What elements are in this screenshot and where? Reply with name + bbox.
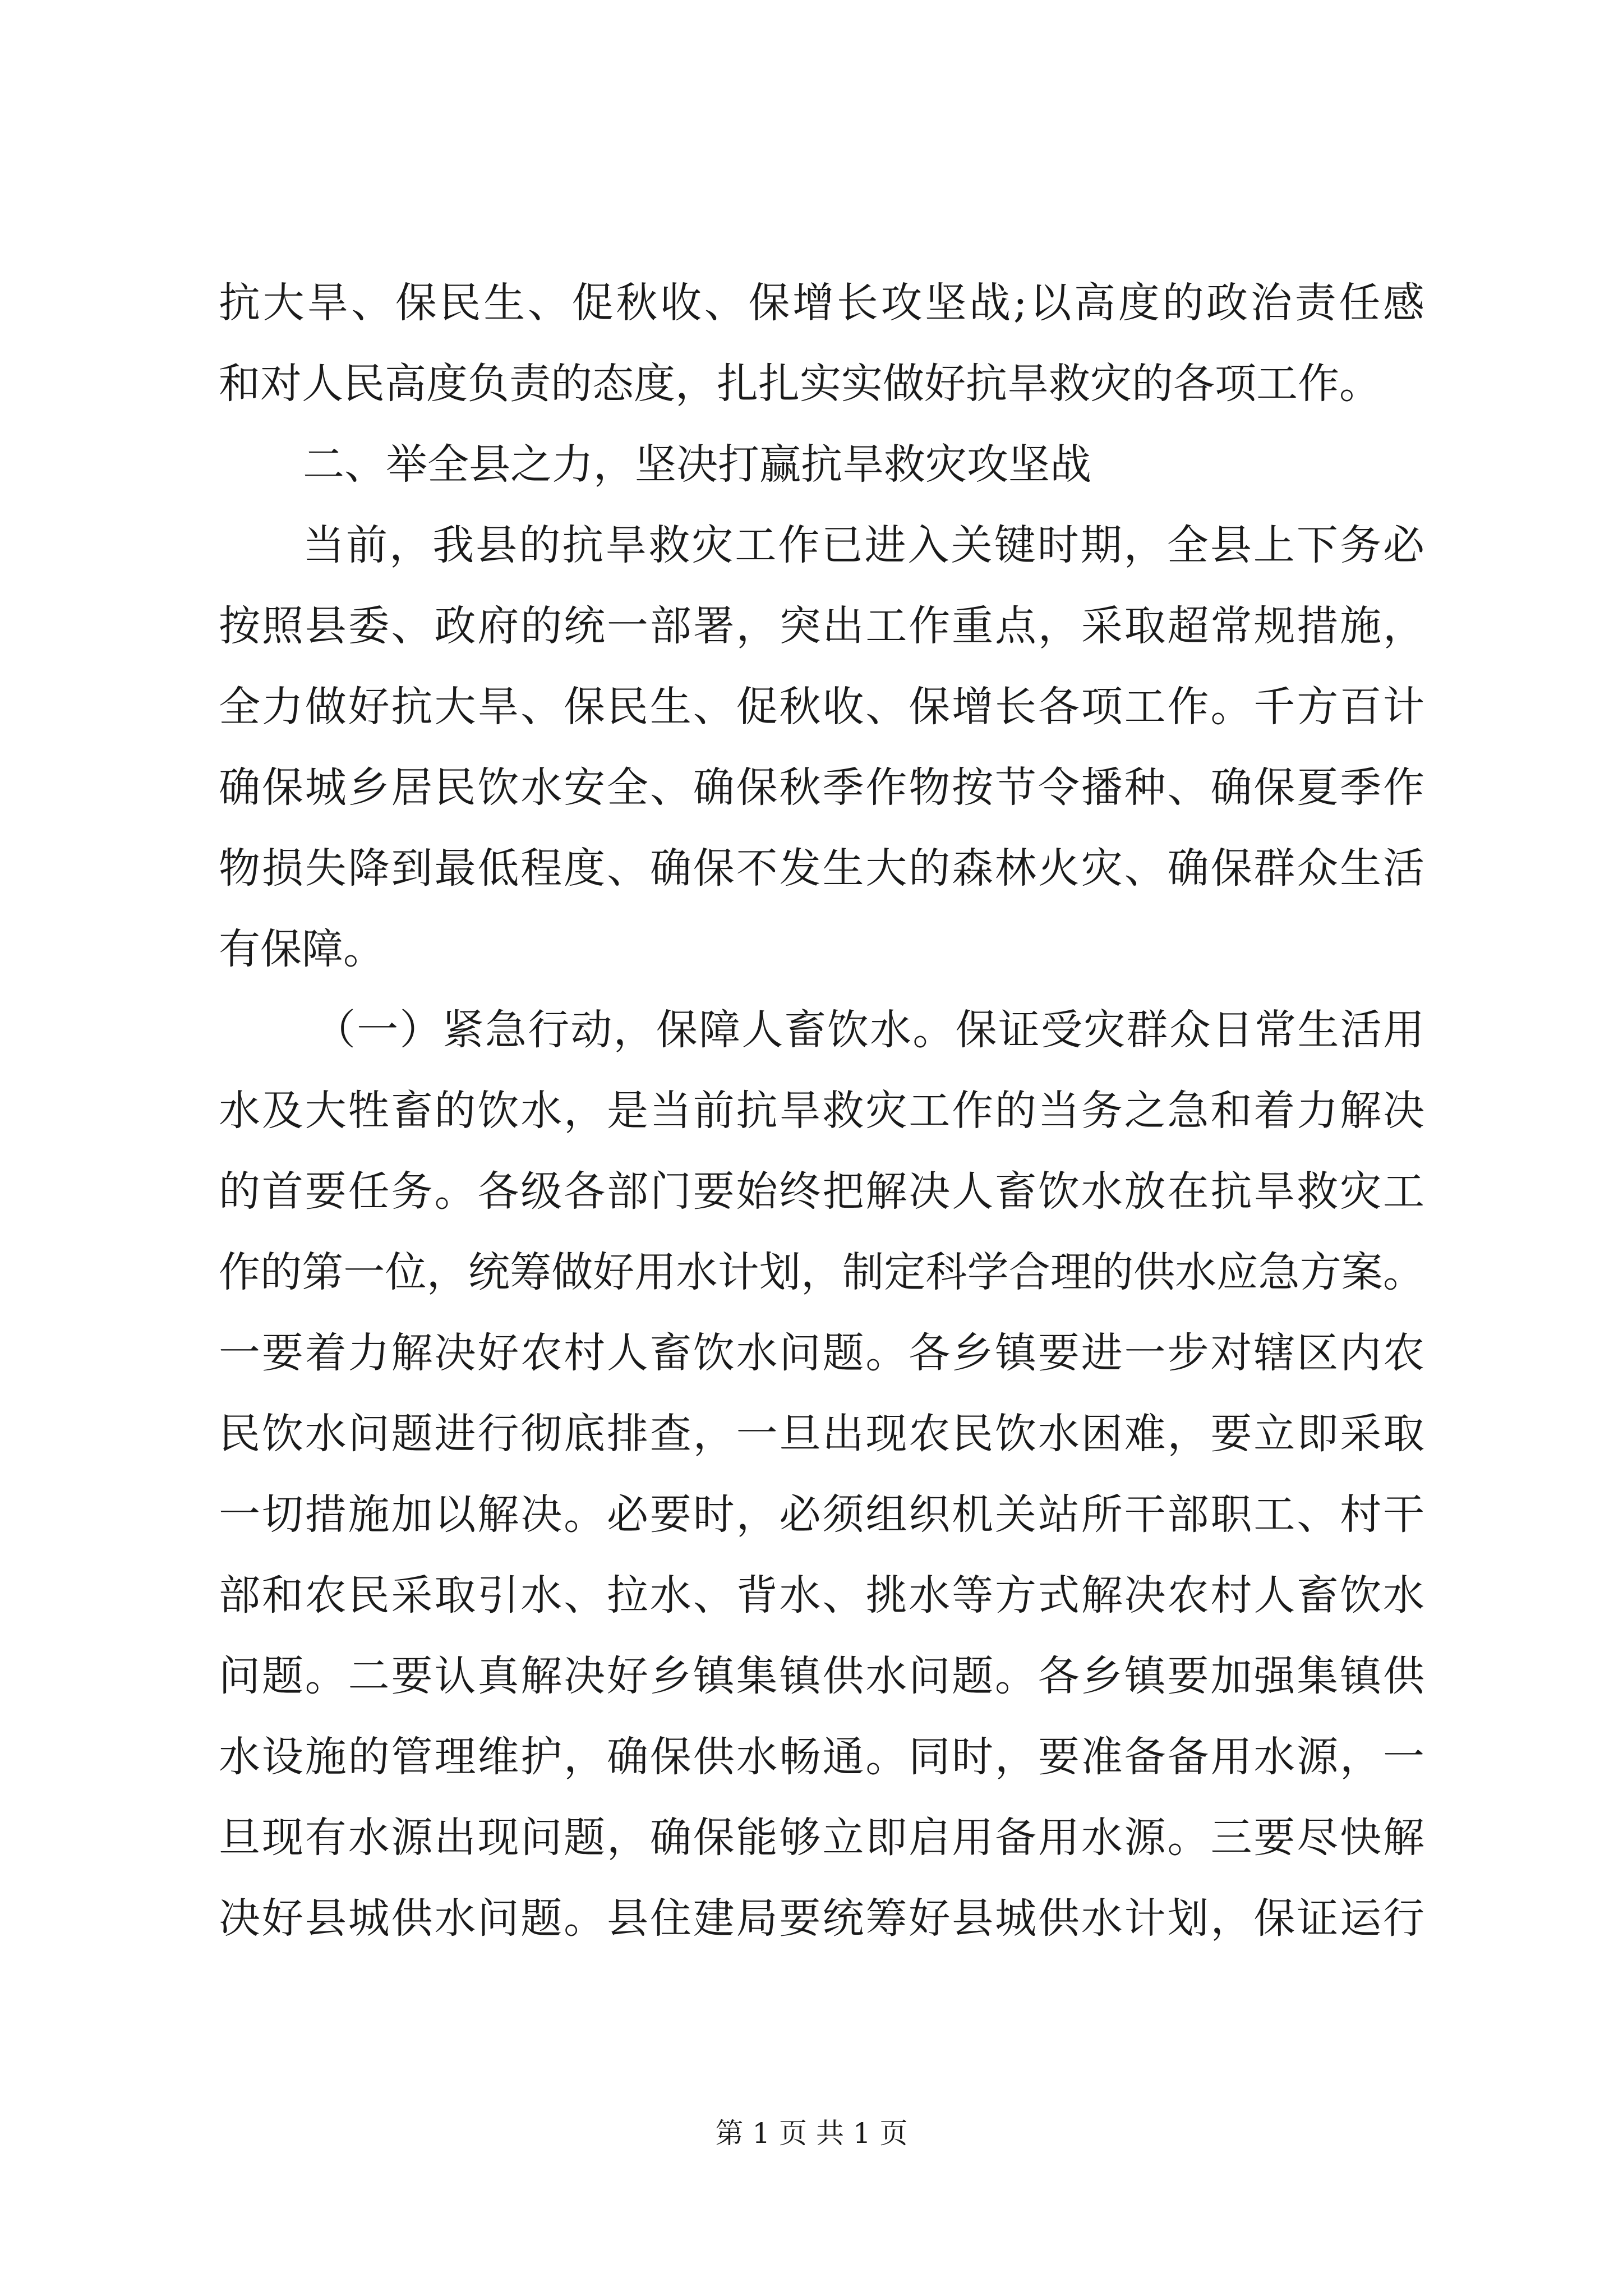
text-line: 水设施的管理维护，确保供水畅通。同时，要准备备用水源，一 <box>219 1733 1424 1781</box>
text-line: 物损失降到最低程度、确保不发生大的森林火灾、确保群众生活 <box>219 844 1424 892</box>
text-line: 水及大牲畜的饮水，是当前抗旱救灾工作的当务之急和着力解决 <box>219 1087 1424 1135</box>
text-line: 一切措施加以解决。必要时，必须组织机关站所干部职工、村干 <box>219 1490 1424 1539</box>
text-line: 的首要任务。各级各部门要始终把解决人畜饮水放在抗旱救灾工 <box>219 1167 1424 1216</box>
text-line: 作的第一位，统筹做好用水计划，制定科学合理的供水应急方案。 <box>219 1248 1424 1296</box>
text-line: 一要着力解决好农村人畜饮水问题。各乡镇要进一步对辖区内农 <box>219 1329 1424 1377</box>
page-footer <box>0 2114 1623 2153</box>
text-line: 按照县委、政府的统一部署，突出工作重点，采取超常规措施， <box>219 602 1424 650</box>
text-line: 确保城乡居民饮水安全、确保秋季作物按节令播种、确保夏季作 <box>219 763 1424 812</box>
text-line: 决好县城供水问题。县住建局要统筹好县城供水计划，保证运行 <box>219 1894 1424 1943</box>
text-line: 旦现有水源出现问题，确保能够立即启用备用水源。三要尽快解 <box>219 1814 1424 1862</box>
document-body <box>219 263 1424 1959</box>
text-line: 民饮水问题进行彻底排查，一旦出现农民饮水困难，要立即采取 <box>219 1410 1424 1458</box>
text-line: 全力做好抗大旱、保民生、促秋收、保增长各项工作。千方百计 <box>219 683 1424 731</box>
text-line: 问题。二要认真解决好乡镇集镇供水问题。各乡镇要加强集镇供 <box>219 1652 1424 1700</box>
text-line: 抗大旱、保民生、促秋收、保增长攻坚战;以高度的政治责任感 <box>219 279 1424 327</box>
page-number: 第 1 页 共 1 页 <box>715 2117 908 2150</box>
text-line: 当前，我县的抗旱救灾工作已进入关键时期，全县上下务必 <box>303 521 1424 569</box>
text-line: 有保障。 <box>219 925 385 973</box>
text-line: 部和农民采取引水、拉水、背水、挑水等方式解决农村人畜饮水 <box>219 1571 1424 1619</box>
subsection-line: （一）紧急行动，保障人畜饮水。保证受灾群众日常生活用 <box>314 1006 1424 1054</box>
section-heading: 二、举全县之力，坚决打赢抗旱救灾攻坚战 <box>303 440 1091 489</box>
text-line: 和对人民高度负责的态度，扎扎实实做好抗旱救灾的各项工作。 <box>219 360 1381 408</box>
